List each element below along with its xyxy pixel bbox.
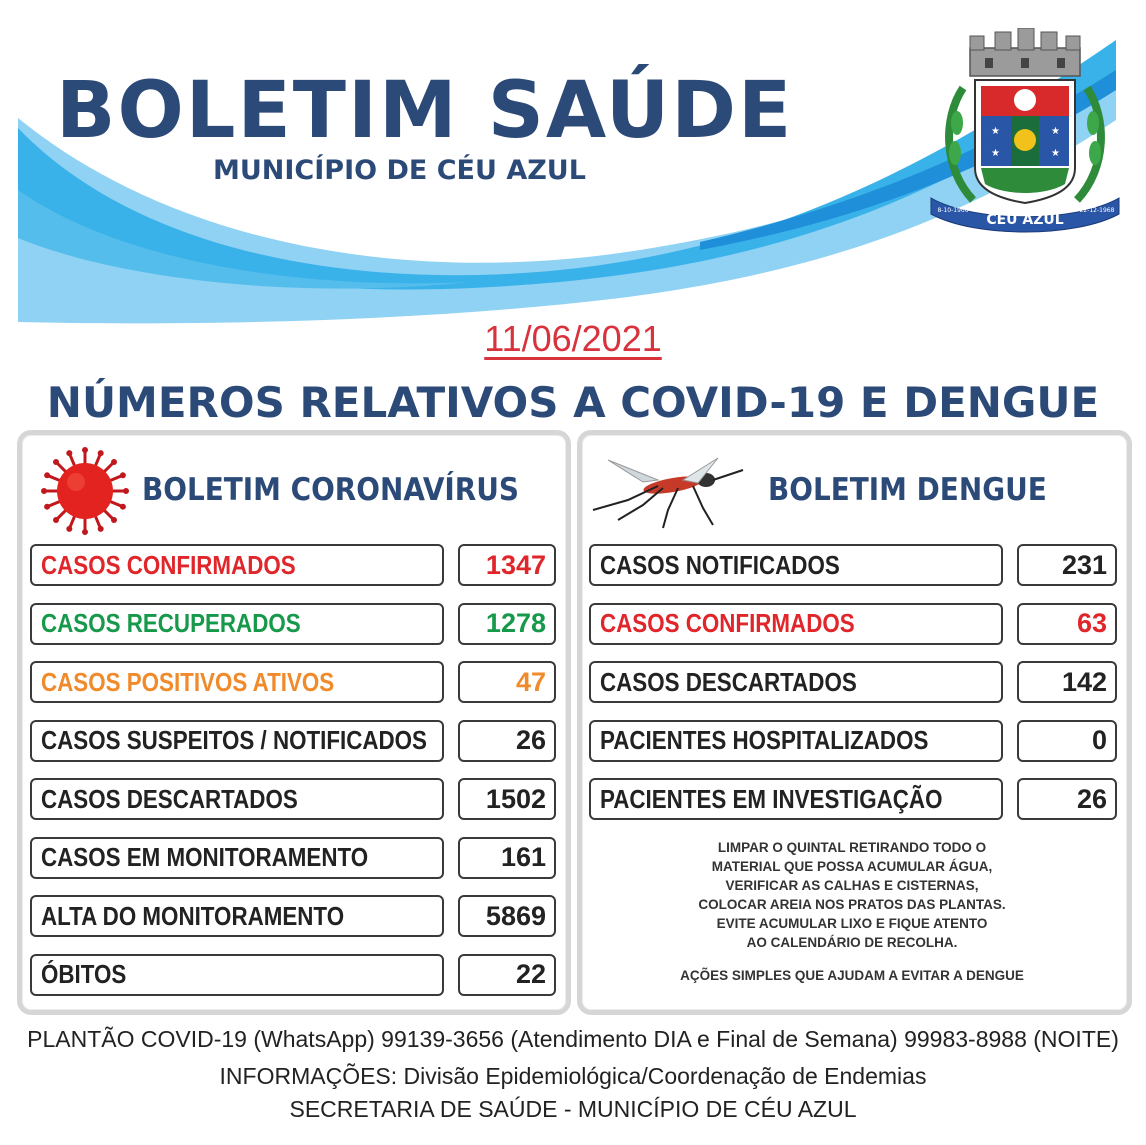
covid-row-value: 161	[458, 837, 556, 879]
dengue-row-value: 0	[1017, 720, 1117, 762]
dengue-prevention-tagline: AÇÕES SIMPLES QUE AJUDAM A EVITAR A DENGUE	[680, 968, 1024, 983]
bulletin-date: 11/06/2021	[484, 318, 662, 359]
covid-panel-title: BOLETIM CORONAVÍRUS	[142, 472, 519, 508]
notice-line: EVITE ACUMULAR LIXO E FIQUE ATENTO	[716, 916, 988, 931]
virus-icon	[40, 446, 130, 536]
svg-text:★: ★	[1051, 126, 1060, 137]
crest-name: CÉU AZUL	[986, 212, 1064, 228]
svg-text:★: ★	[991, 126, 1000, 137]
dengue-row-label: PACIENTES EM INVESTIGAÇÃO	[589, 778, 1003, 820]
covid-row-label: ALTA DO MONITORAMENTO	[30, 895, 444, 937]
covid-row-value: 1278	[458, 603, 556, 645]
dengue-row-label: CASOS CONFIRMADOS	[589, 603, 1003, 645]
covid-row-label: CASOS DESCARTADOS	[30, 778, 444, 820]
crest-date-left: 8-10-1966	[937, 207, 969, 214]
dengue-row-value: 26	[1017, 778, 1117, 820]
mosquito-icon	[588, 450, 748, 530]
svg-text:★: ★	[1051, 148, 1060, 159]
crest-date-right: 22-12-1968	[1079, 207, 1115, 214]
svg-text:★: ★	[991, 148, 1000, 159]
dengue-row-label: CASOS NOTIFICADOS	[589, 544, 1003, 586]
dengue-row-value: 63	[1017, 603, 1117, 645]
covid-row-label: CASOS EM MONITORAMENTO	[30, 837, 444, 879]
notice-line: AO CALENDÁRIO DE RECOLHA.	[746, 935, 958, 950]
footer-information: INFORMAÇÕES: Divisão Epidemiológica/Coordenação de Endemias	[219, 1063, 927, 1089]
dengue-row-label: PACIENTES HOSPITALIZADOS	[589, 720, 1003, 762]
bulletin-title: BOLETIM SAÚDE	[56, 66, 794, 156]
notice-line: LIMPAR O QUINTAL RETIRANDO TODO O	[717, 840, 987, 855]
covid-row-value: 22	[458, 954, 556, 996]
covid-row-value: 1347	[458, 544, 556, 586]
covid-row-label: CASOS CONFIRMADOS	[30, 544, 444, 586]
covid-row-label: CASOS RECUPERADOS	[30, 603, 444, 645]
covid-row-value: 47	[458, 661, 556, 703]
covid-row-value: 26	[458, 720, 556, 762]
municipality-subtitle: MUNICÍPIO DE CÉU AZUL	[213, 155, 586, 186]
dengue-row-label: CASOS DESCARTADOS	[589, 661, 1003, 703]
notice-line: MATERIAL QUE POSSA ACUMULAR ÁGUA,	[711, 859, 993, 874]
covid-row-label: ÓBITOS	[30, 954, 444, 996]
notice-line: COLOCAR AREIA NOS PRATOS DAS PLANTAS.	[698, 897, 1006, 912]
covid-row-label: CASOS POSITIVOS ATIVOS	[30, 661, 444, 703]
covid-row-value: 1502	[458, 778, 556, 820]
municipal-crest-icon	[925, 28, 1125, 238]
dengue-row-value: 231	[1017, 544, 1117, 586]
covid-row-label: CASOS SUSPEITOS / NOTIFICADOS	[30, 720, 444, 762]
footer-secretariat: SECRETARIA DE SAÚDE - MUNICÍPIO DE CÉU AZUL	[289, 1096, 857, 1122]
notice-line: VERIFICAR AS CALHAS E CISTERNAS,	[725, 878, 979, 893]
dengue-panel-title: BOLETIM DENGUE	[768, 472, 1047, 508]
footer-hotline: PLANTÃO COVID-19 (WhatsApp) 99139-3656 (Atendimento DIA e Final de Semana) 99983-8988 (NOITE)	[27, 1026, 1119, 1052]
covid-row-value: 5869	[458, 895, 556, 937]
dengue-prevention-notice	[592, 838, 1112, 952]
section-heading: NÚMEROS RELATIVOS A COVID-19 E DENGUE	[46, 378, 1100, 427]
dengue-row-value: 142	[1017, 661, 1117, 703]
